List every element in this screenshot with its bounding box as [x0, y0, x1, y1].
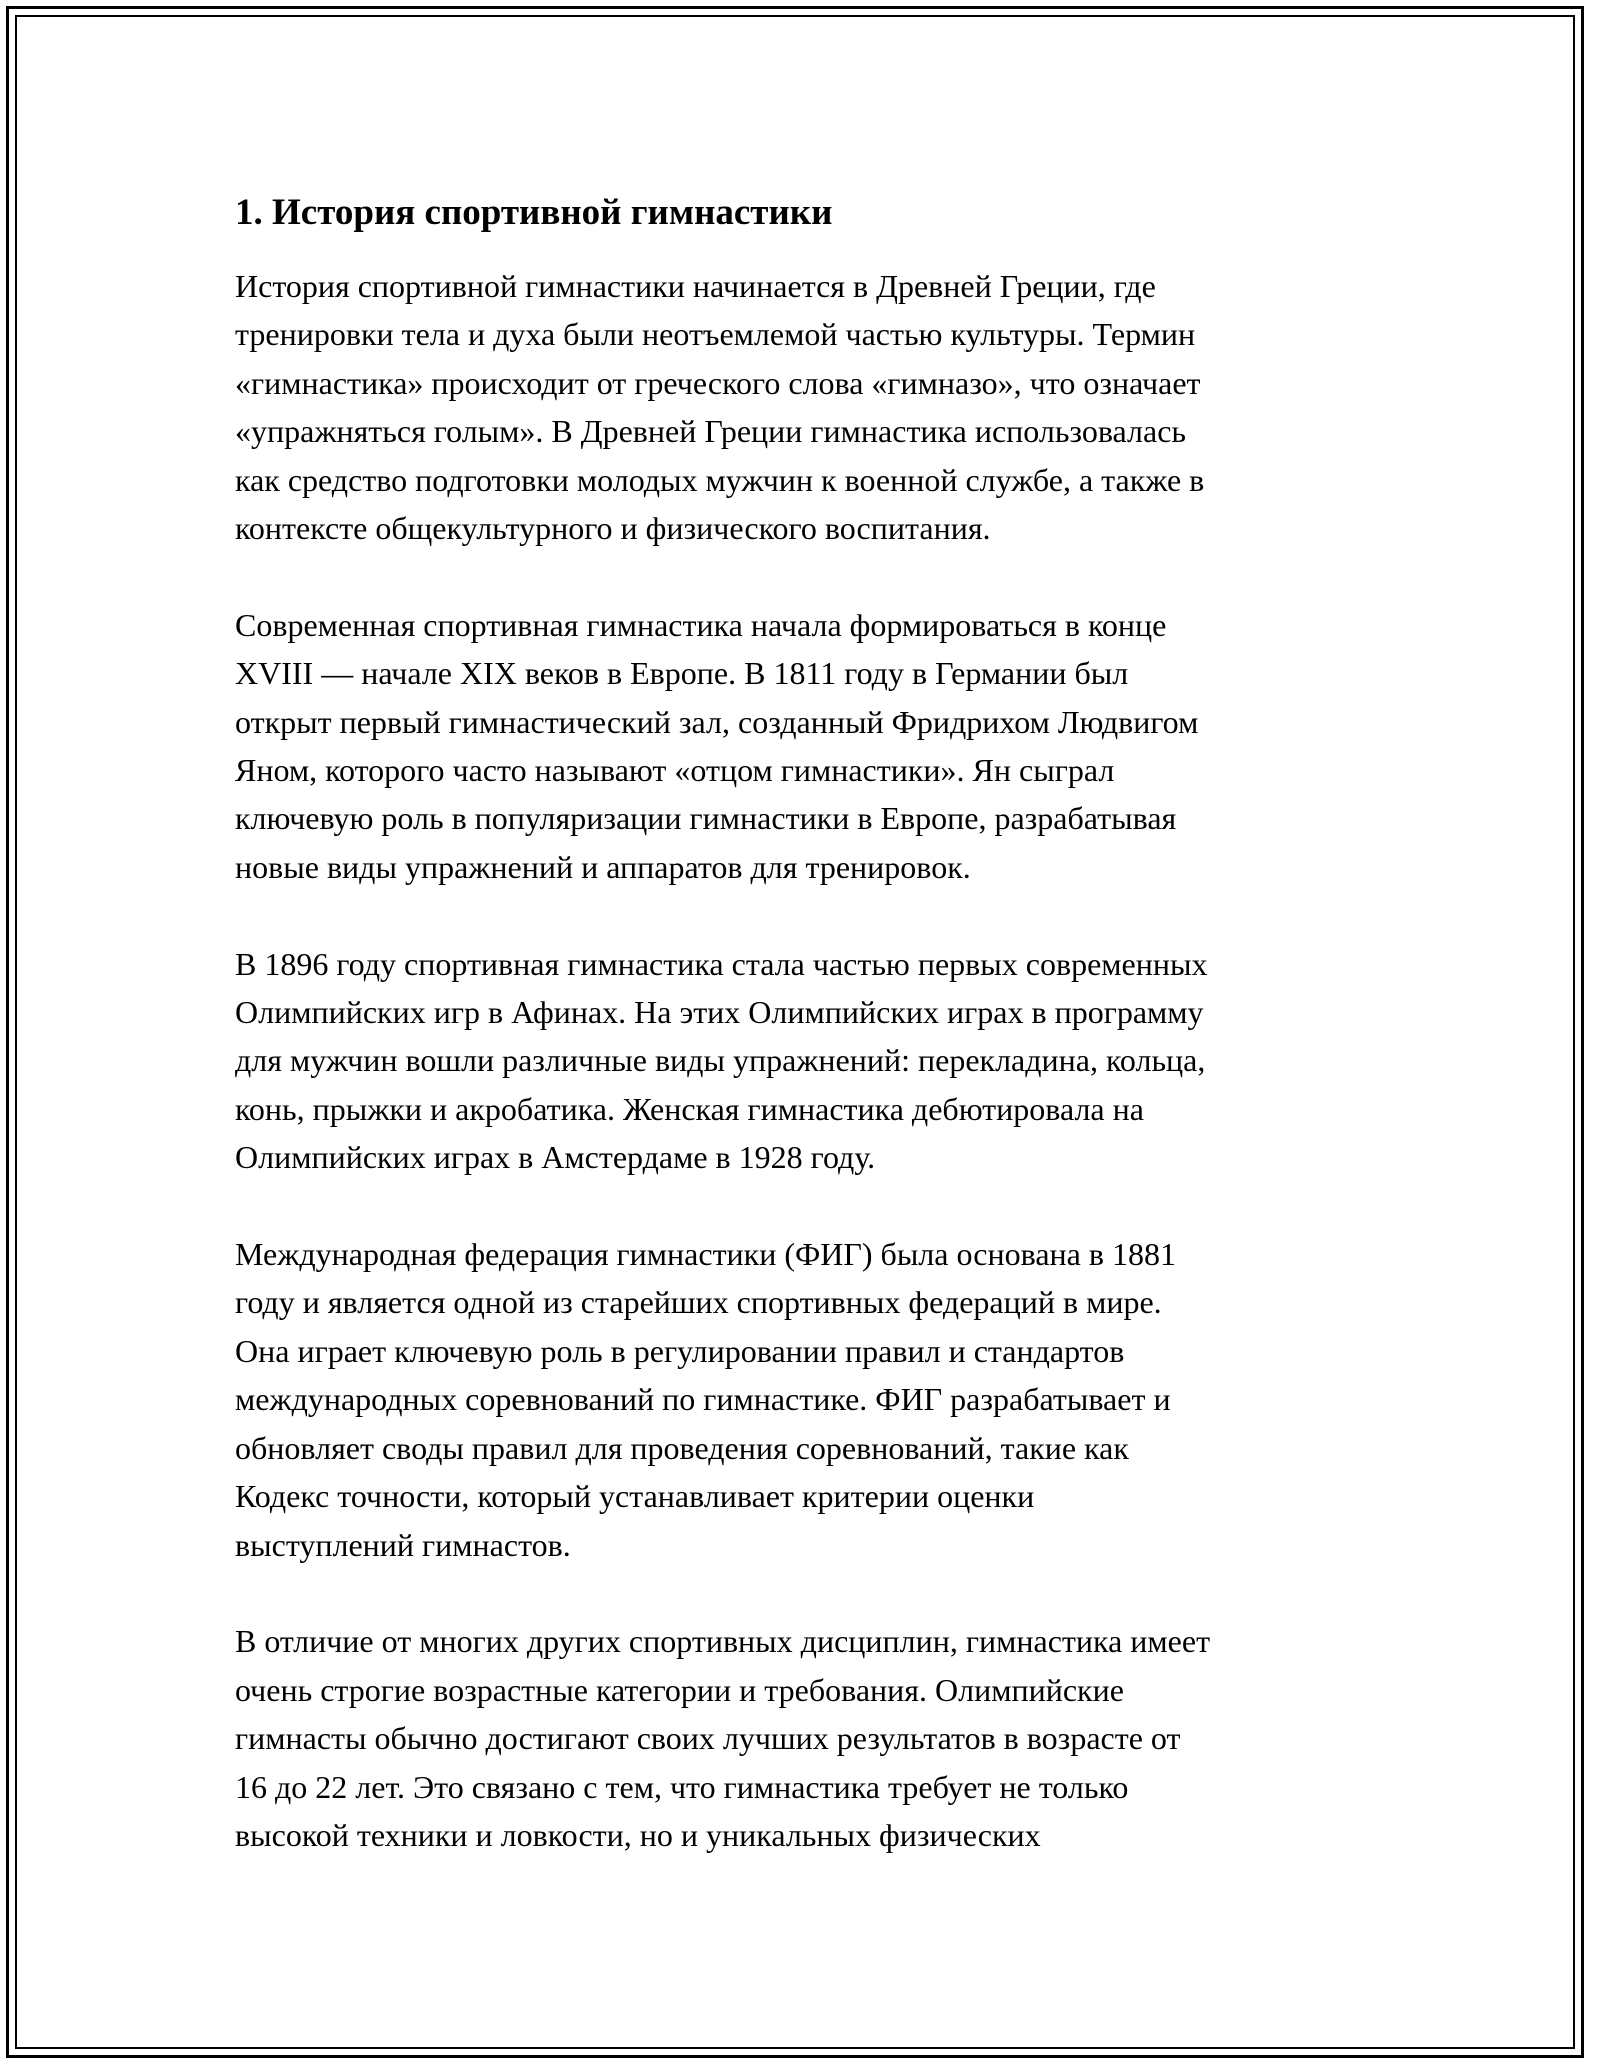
- text-line: высокой техники и ловкости, но и уникальных физических: [235, 1816, 1041, 1853]
- text-line: обновляет своды правил для проведения соревнований, такие как: [235, 1429, 1129, 1466]
- text-line: Олимпийских играх в Амстердаме в 1928 году.: [235, 1139, 876, 1176]
- paragraph-5: [235, 1617, 1365, 1859]
- text-line: Она играет ключевую роль в регулировании правил и стандартов: [235, 1332, 1125, 1369]
- text-line: История спортивной гимнастики начинается в Древней Греции, где: [235, 268, 1156, 304]
- text-line: как средство подготовки молодых мужчин к военной службе, а также в: [235, 461, 1205, 498]
- text-line: гимнасты обычно достигают своих лучших результатов в возрасте от: [235, 1720, 1181, 1757]
- text-line: Современная спортивная гимнастика начала формироваться в конце: [235, 606, 1167, 643]
- text-line: «упражняться голым». В Древней Греции гимнастика использовалась: [235, 413, 1186, 450]
- text-line: XVIII — начале XIX веков в Европе. В 1811 году в Германии был: [235, 655, 1129, 692]
- text-line: году и является одной из старейших спортивных федераций в мире.: [235, 1284, 1162, 1321]
- text-line: контексте общекультурного и физического воспитания.: [235, 510, 991, 547]
- section-title: 1. История спортивной гимнастики: [235, 192, 833, 233]
- paragraph-2: [235, 601, 1365, 891]
- text-line: Кодекс точности, который устанавливает критерии оценки: [235, 1478, 1035, 1515]
- text-line: новые виды упражнений и аппаратов для тренировок.: [235, 848, 971, 885]
- text-line: «гимнастика» происходит от греческого слова «гимназо», что означает: [235, 364, 1201, 401]
- text-line: В 1896 году спортивная гимнастика стала частью первых современных: [235, 945, 1208, 982]
- paragraph-1: [235, 262, 1365, 552]
- paragraph-4: [235, 1230, 1365, 1569]
- text-line: международных соревнований по гимнастике. ФИГ разрабатывает и: [235, 1381, 1171, 1418]
- paragraph-3: [235, 940, 1365, 1182]
- text-line: В отличие от многих других спортивных дисциплин, гимнастика имеет: [235, 1623, 1211, 1660]
- text-line: для мужчин вошли различные виды упражнений: перекладина, кольца,: [235, 1042, 1206, 1079]
- text-line: тренировки тела и духа были неотъемлемой частью культуры. Термин: [235, 316, 1196, 353]
- text-line: ключевую роль в популяризации гимнастики в Европе, разрабатывая: [235, 800, 1177, 837]
- text-line: Международная федерация гимнастики (ФИГ) была основана в 1881: [235, 1236, 1176, 1273]
- document-body: [235, 185, 1365, 1908]
- text-line: открыт первый гимнастический зал, созданный Фридрихом Людвигом: [235, 703, 1199, 740]
- text-line: Олимпийских игр в Афинах. На этих Олимпийских играх в программу: [235, 994, 1204, 1031]
- text-line: Яном, которого часто называют «отцом гимнастики». Ян сыграл: [235, 752, 1115, 789]
- text-line: выступлений гимнастов.: [235, 1526, 571, 1563]
- text-line: 16 до 22 лет. Это связано с тем, что гимнастика требует не только: [235, 1768, 1129, 1805]
- text-line: очень строгие возрастные категории и требования. Олимпийские: [235, 1671, 1124, 1708]
- text-line: конь, прыжки и акробатика. Женская гимнастика дебютировала на: [235, 1090, 1144, 1127]
